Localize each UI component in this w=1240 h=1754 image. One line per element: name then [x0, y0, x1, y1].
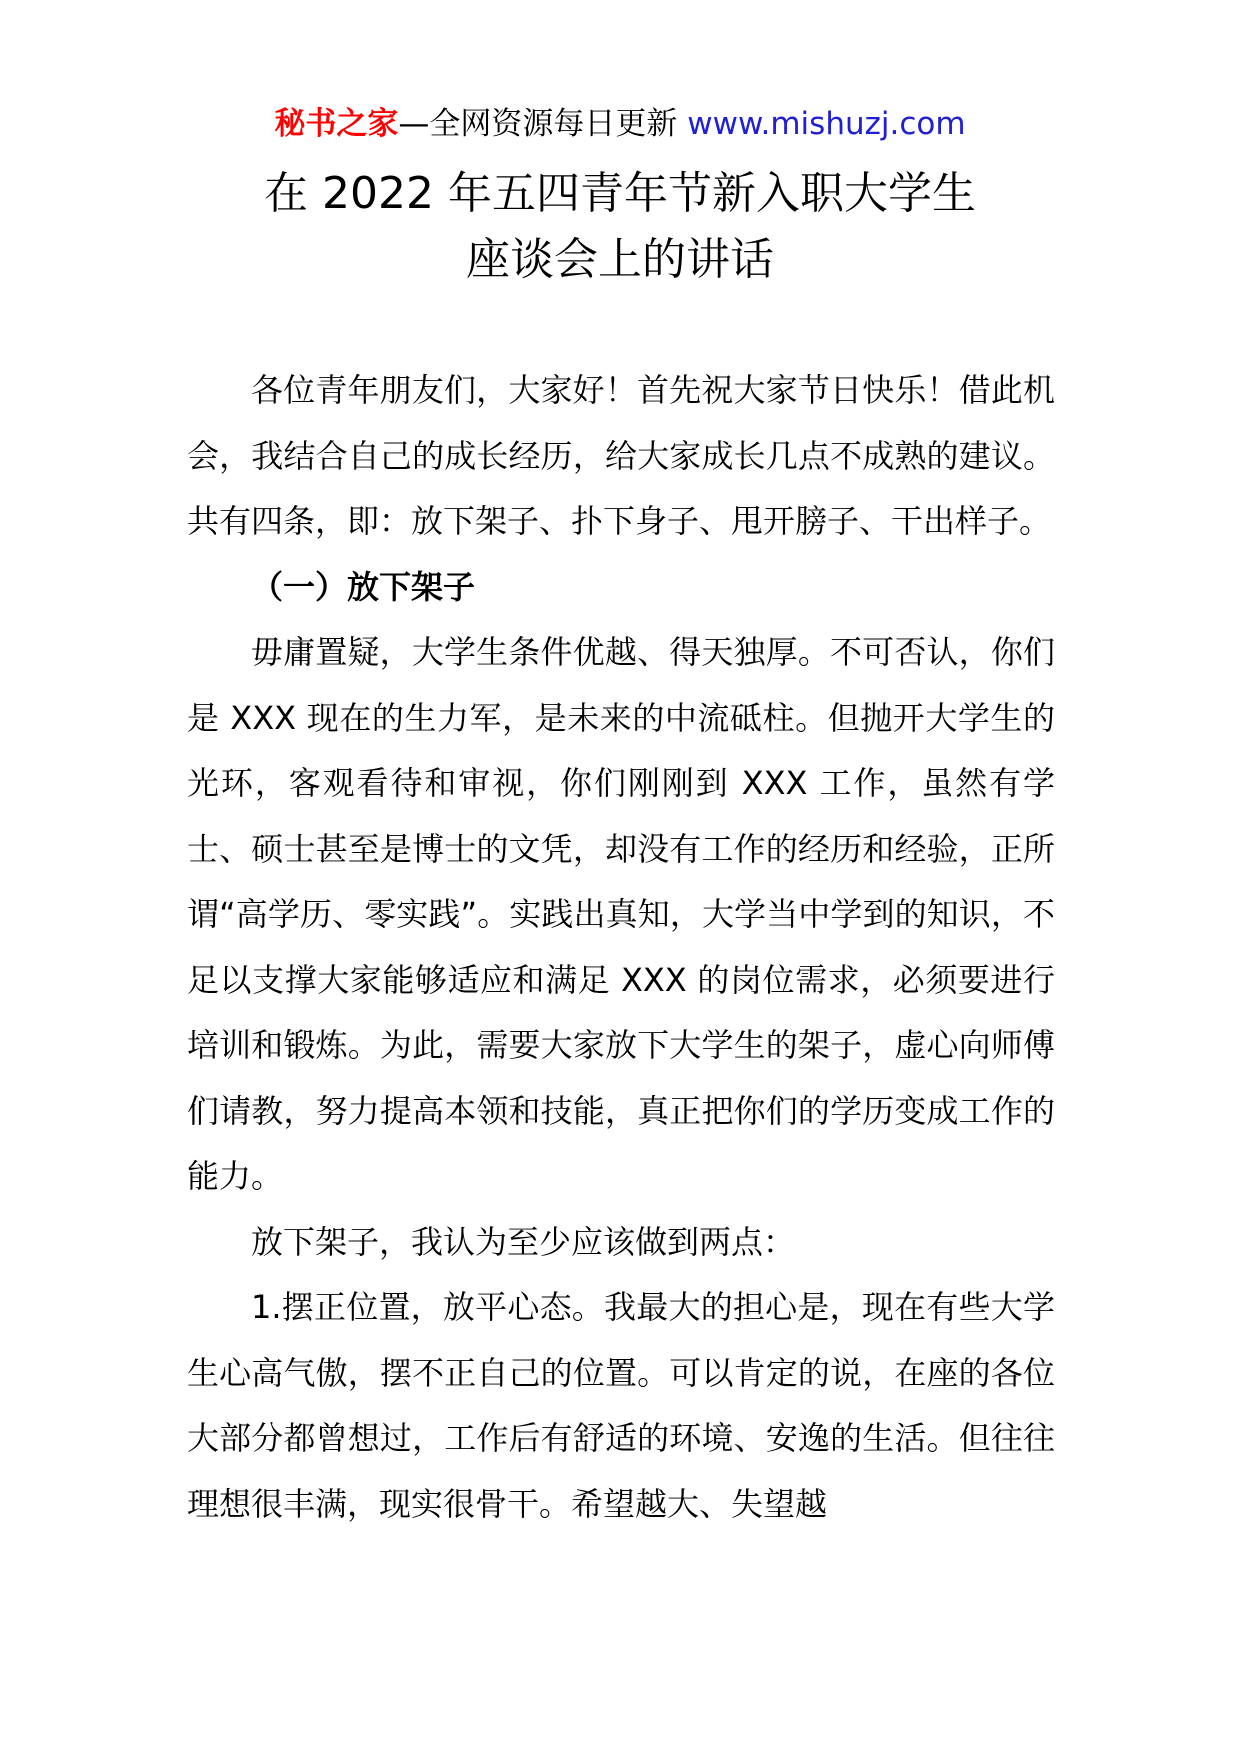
document-title-line-1: 在 2022 年五四青年节新入职大学生 [264, 168, 976, 219]
site-header [0, 104, 1240, 144]
paragraph-two-points: 放下架子，我认为至少应该做到两点： [251, 1222, 796, 1261]
paragraph-section-1: 毋庸置疑，大学生条件优越、得天独厚。不可否认，你们是 XXX 现在的生力军，是未来的中流砥柱。但抛开大学生的光环，客观看待和审视，你们刚刚到 XXX 工作，虽然有学士、硕士甚至是博士的文凭，却没有工作的经历和经验，正所谓“高学历、零实践”。实践出真知，大学当中学到的知识，不足以支撑大家能够适应和满足 XXX 的岗位需求，必须要进行培训和锻炼。为此，需要大家放下大学生的架子，虚心向师傅们请教，努力提高本领和技能，真正把你们的学历变成工作的能力。 [187, 633, 1055, 1195]
document-title-line-2: 座谈会上的讲话 [466, 234, 774, 285]
paragraph-point-1: 1.摆正位置，放平心态。我最大的担心是，现在有些大学生心高气傲，摆不正自己的位置。可以肯定的说，在座的各位大部分都曾想过，工作后有舒适的环境、安逸的生活。但往往理想很丰满，现实很骨干。希望越大、失望越 [187, 1288, 1055, 1523]
brand-name: 秘书之家 [274, 106, 399, 142]
paragraph-greeting: 各位青年朋友们，大家好！首先祝大家节日快乐！借此机会，我结合自己的成长经历，给大家成长几点不成熟的建议。共有四条，即：放下架子、扑下身子、甩开膀子、干出样子。 [187, 371, 1055, 540]
site-url-link[interactable]: www.mishuzj.com [687, 106, 966, 142]
section-heading-1: （一）放下架子 [251, 567, 476, 606]
header-tagline: —全网资源每日更新 [398, 106, 678, 142]
document-body [187, 358, 1055, 1537]
